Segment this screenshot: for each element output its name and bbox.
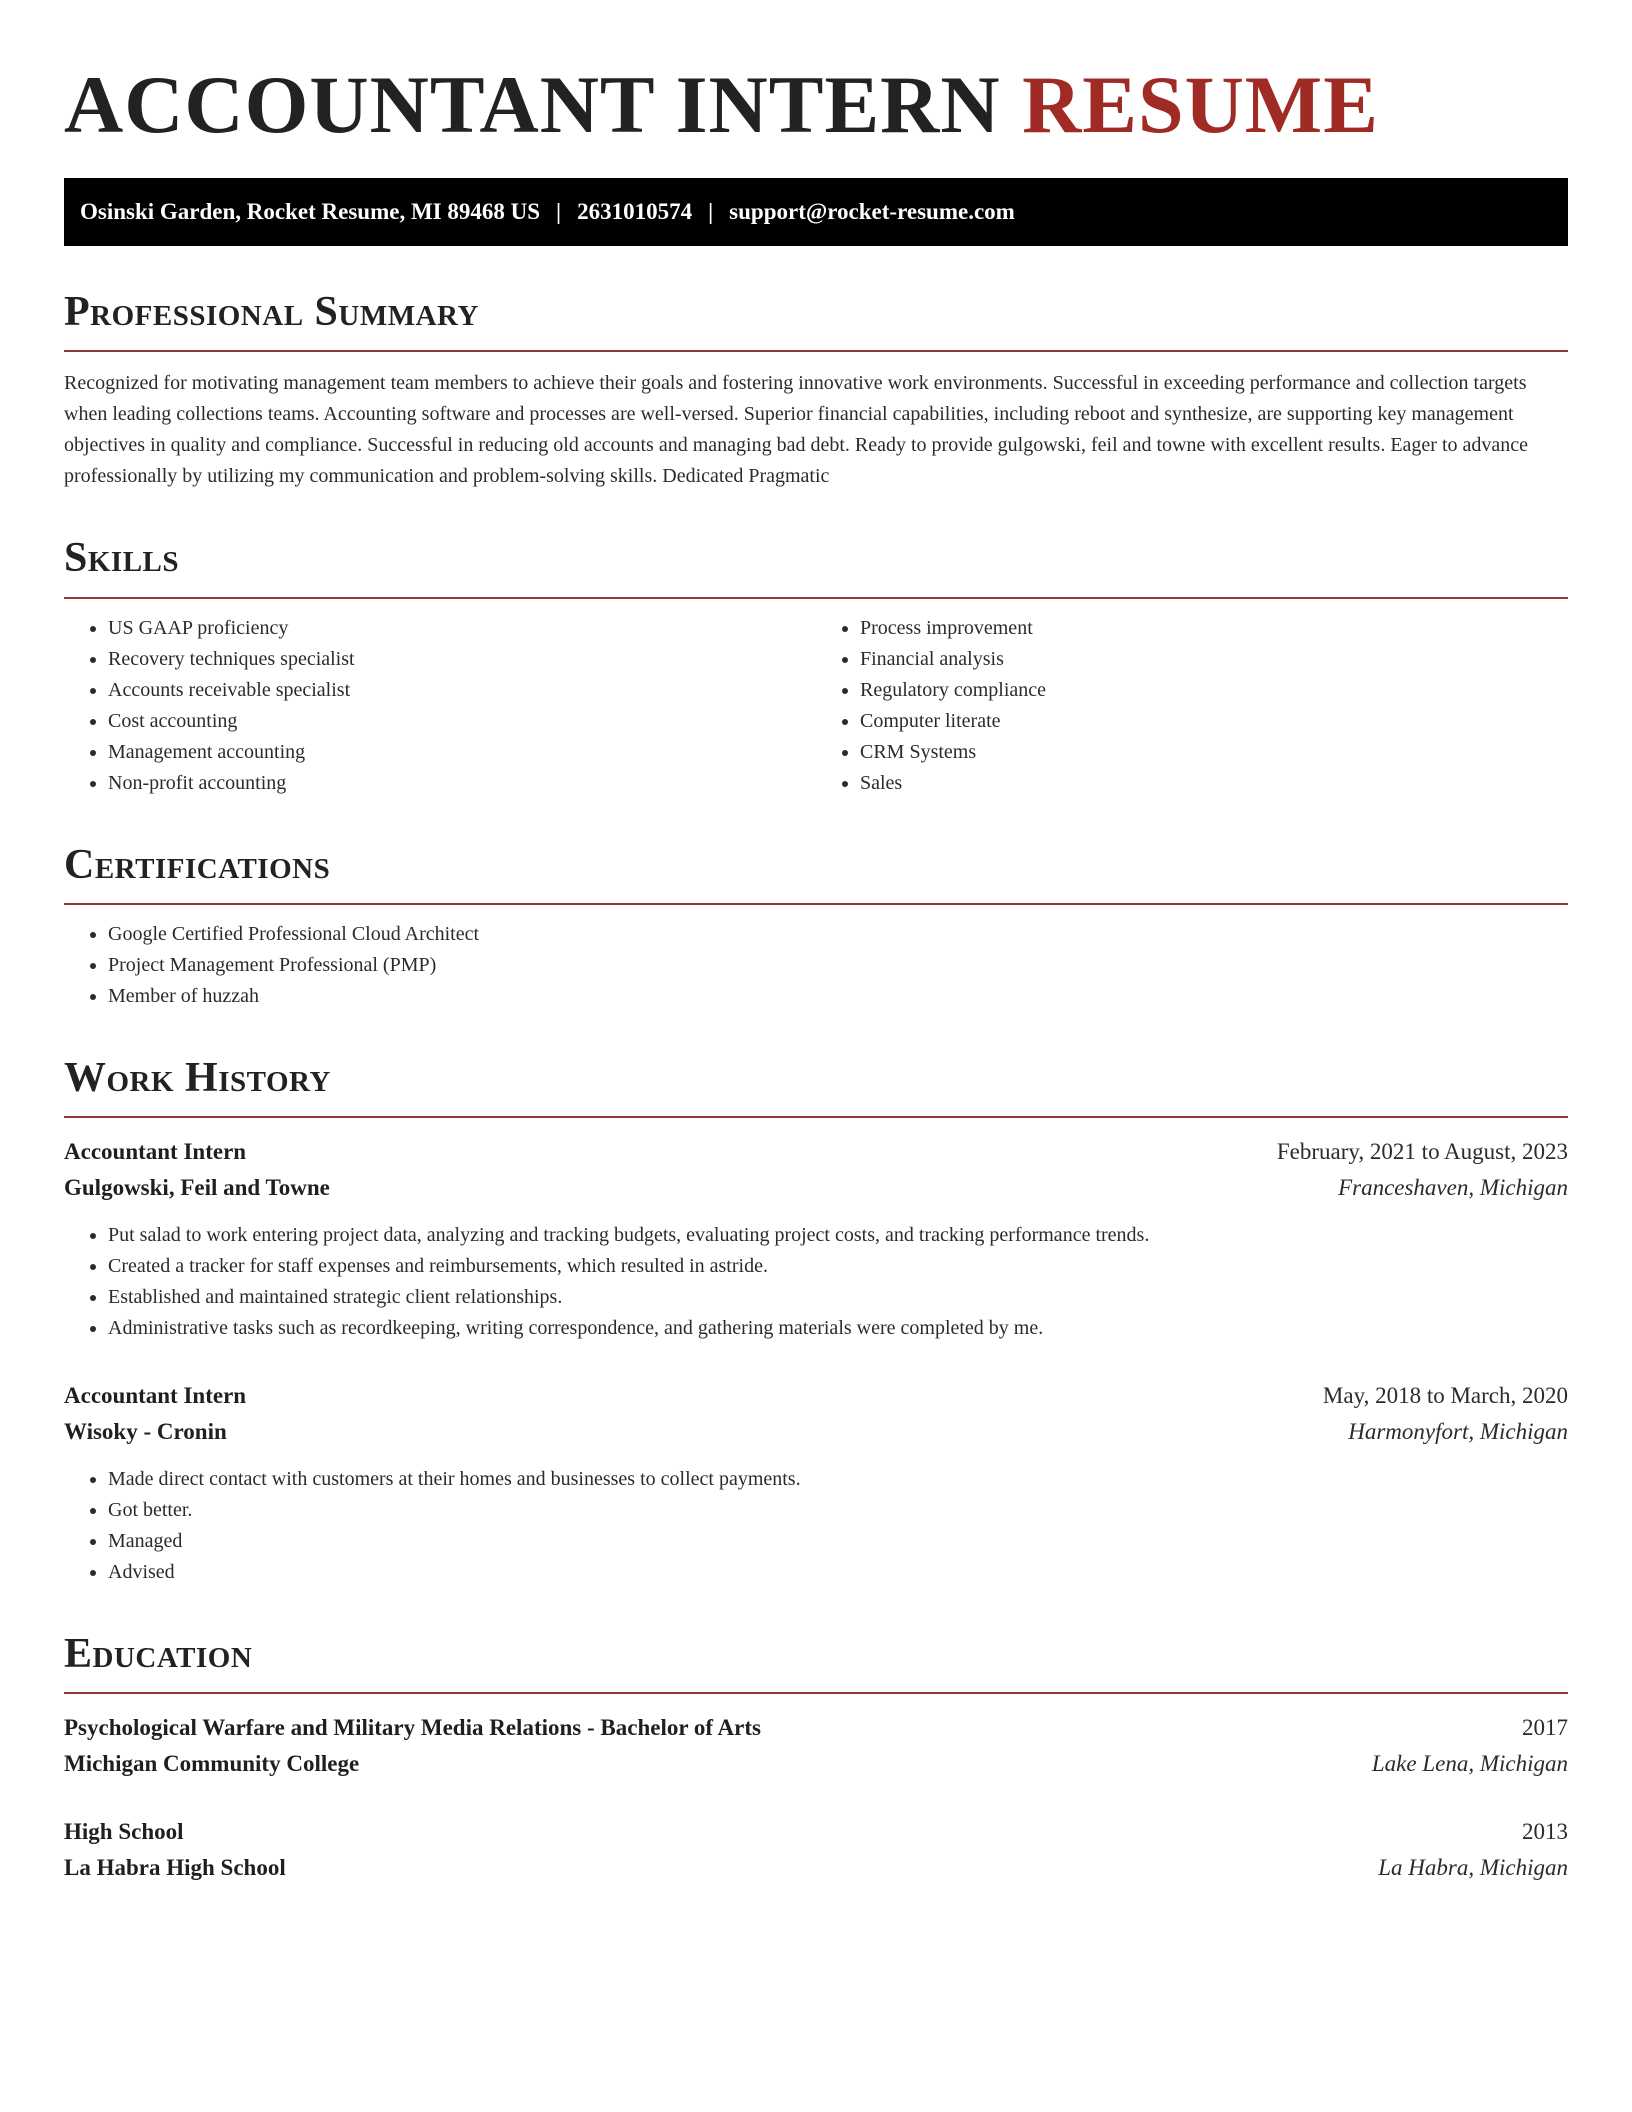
certification-item: • Project Management Professional (PMP) xyxy=(108,950,1568,981)
education-entry xyxy=(64,1814,1568,1886)
skill-item: • Sales xyxy=(860,768,1568,799)
contact-separator: | xyxy=(708,199,714,225)
summary-heading: Professional Summary xyxy=(64,290,1568,352)
skills-grid xyxy=(64,599,1568,799)
job-duty: • Got better. xyxy=(108,1495,1568,1526)
summary-text: Recognized for motivating management team members to achieve their goals and fostering innovative work environments. Successful in exceeding performance and collection targets when leading collections teams. Accounting software and processes are well-versed. Superior financial capabilities, including reboot and synthesize, are supporting key management objectives in quality and compliance. Successful in reducing old accounts and managing bad debt. Ready to provide gulgowski, feil and towne with excellent results. Eager to advance professionally by utilizing my communication and problem-solving skills. Dedicated Pragmatic xyxy=(64,372,1529,488)
contact-separator: | xyxy=(556,199,562,225)
job-entry xyxy=(64,1378,1568,1588)
job-title-row xyxy=(64,1134,1568,1170)
education-heading: Education xyxy=(64,1632,1568,1694)
job-title-row xyxy=(64,1378,1568,1414)
resume-title xyxy=(64,56,1568,154)
summary-section xyxy=(64,290,1568,492)
skill-item: • Non-profit accounting xyxy=(108,768,816,799)
skill-item: • Cost accounting xyxy=(108,706,816,737)
skills-list-left xyxy=(64,613,816,799)
skill-item: • Computer literate xyxy=(860,706,1568,737)
certification-item: • Google Certified Professional Cloud Architect xyxy=(108,919,1568,950)
skills-heading: Skills xyxy=(64,536,1568,598)
education-degree-row xyxy=(64,1710,1568,1746)
title-accent: RESUME xyxy=(1022,59,1379,150)
skills-list-right xyxy=(816,613,1568,799)
skill-item: • Management accounting xyxy=(108,737,816,768)
education-section xyxy=(64,1632,1568,1886)
skill-item: • Recovery techniques specialist xyxy=(108,644,816,675)
education-degree: High School xyxy=(64,1818,184,1844)
skill-item: • Regulatory compliance xyxy=(860,675,1568,706)
education-school-row xyxy=(64,1850,1568,1886)
education-degree: Psychological Warfare and Military Media Relations - Bachelor of Arts xyxy=(64,1714,761,1740)
skill-item: • CRM Systems xyxy=(860,737,1568,768)
job-company-row xyxy=(64,1170,1568,1206)
job-title: Accountant Intern xyxy=(64,1138,247,1164)
certifications-list xyxy=(64,919,1568,1012)
skill-item: • Process improvement xyxy=(860,613,1568,644)
skill-item: • Accounts receivable specialist xyxy=(108,675,816,706)
job-dates: May, 2018 to March, 2020 xyxy=(1322,1382,1568,1408)
job-location: Harmonyfort, Michigan xyxy=(1348,1418,1568,1444)
contact-phone: 2631010574 xyxy=(577,199,693,225)
education-school: Michigan Community College xyxy=(64,1750,360,1776)
education-location: Lake Lena, Michigan xyxy=(1371,1750,1568,1776)
work-history-section xyxy=(64,1056,1568,1588)
job-company-row xyxy=(64,1414,1568,1450)
job-title: Accountant Intern xyxy=(64,1382,247,1408)
skill-item: • US GAAP proficiency xyxy=(108,613,816,644)
job-company: Wisoky - Cronin xyxy=(64,1418,227,1444)
contact-email: support@rocket-resume.com xyxy=(729,199,1015,225)
job-duty: • Made direct contact with customers at their homes and businesses to collect payments. xyxy=(108,1464,1568,1495)
education-year: 2017 xyxy=(1522,1714,1568,1740)
job-duties-list xyxy=(64,1464,1568,1588)
job-dates: February, 2021 to August, 2023 xyxy=(1276,1138,1568,1164)
education-location: La Habra, Michigan xyxy=(1378,1854,1568,1880)
job-location: Franceshaven, Michigan xyxy=(1338,1174,1568,1200)
title-main: ACCOUNTANT INTERN xyxy=(64,59,1001,150)
education-degree-row xyxy=(64,1814,1568,1850)
work-history-heading: Work History xyxy=(64,1056,1568,1118)
job-company: Gulgowski, Feil and Towne xyxy=(64,1174,330,1200)
education-year: 2013 xyxy=(1522,1818,1568,1844)
certification-item: • Member of huzzah xyxy=(108,981,1568,1012)
certifications-heading: Certifications xyxy=(64,843,1568,905)
job-duty: • Managed xyxy=(108,1526,1568,1557)
job-duty: • Established and maintained strategic client relationships. xyxy=(108,1282,1568,1313)
education-entry xyxy=(64,1710,1568,1782)
job-entry xyxy=(64,1134,1568,1344)
skill-item: • Financial analysis xyxy=(860,644,1568,675)
job-duty: • Administrative tasks such as recordkeeping, writing correspondence, and gathering materials were completed by me. xyxy=(108,1313,1568,1344)
skills-section xyxy=(64,536,1568,798)
job-duty: • Put salad to work entering project data, analyzing and tracking budgets, evaluating project costs, and tracking performance trends. xyxy=(108,1220,1568,1251)
education-school: La Habra High School xyxy=(64,1854,286,1880)
contact-address: Osinski Garden, Rocket Resume, MI 89468 US xyxy=(80,199,541,225)
job-duties-list xyxy=(64,1220,1568,1344)
certifications-section xyxy=(64,843,1568,1012)
job-duty: • Advised xyxy=(108,1557,1568,1588)
job-duty: • Created a tracker for staff expenses and reimbursements, which resulted in astride. xyxy=(108,1251,1568,1282)
contact-bar xyxy=(64,178,1568,246)
education-school-row xyxy=(64,1746,1568,1782)
